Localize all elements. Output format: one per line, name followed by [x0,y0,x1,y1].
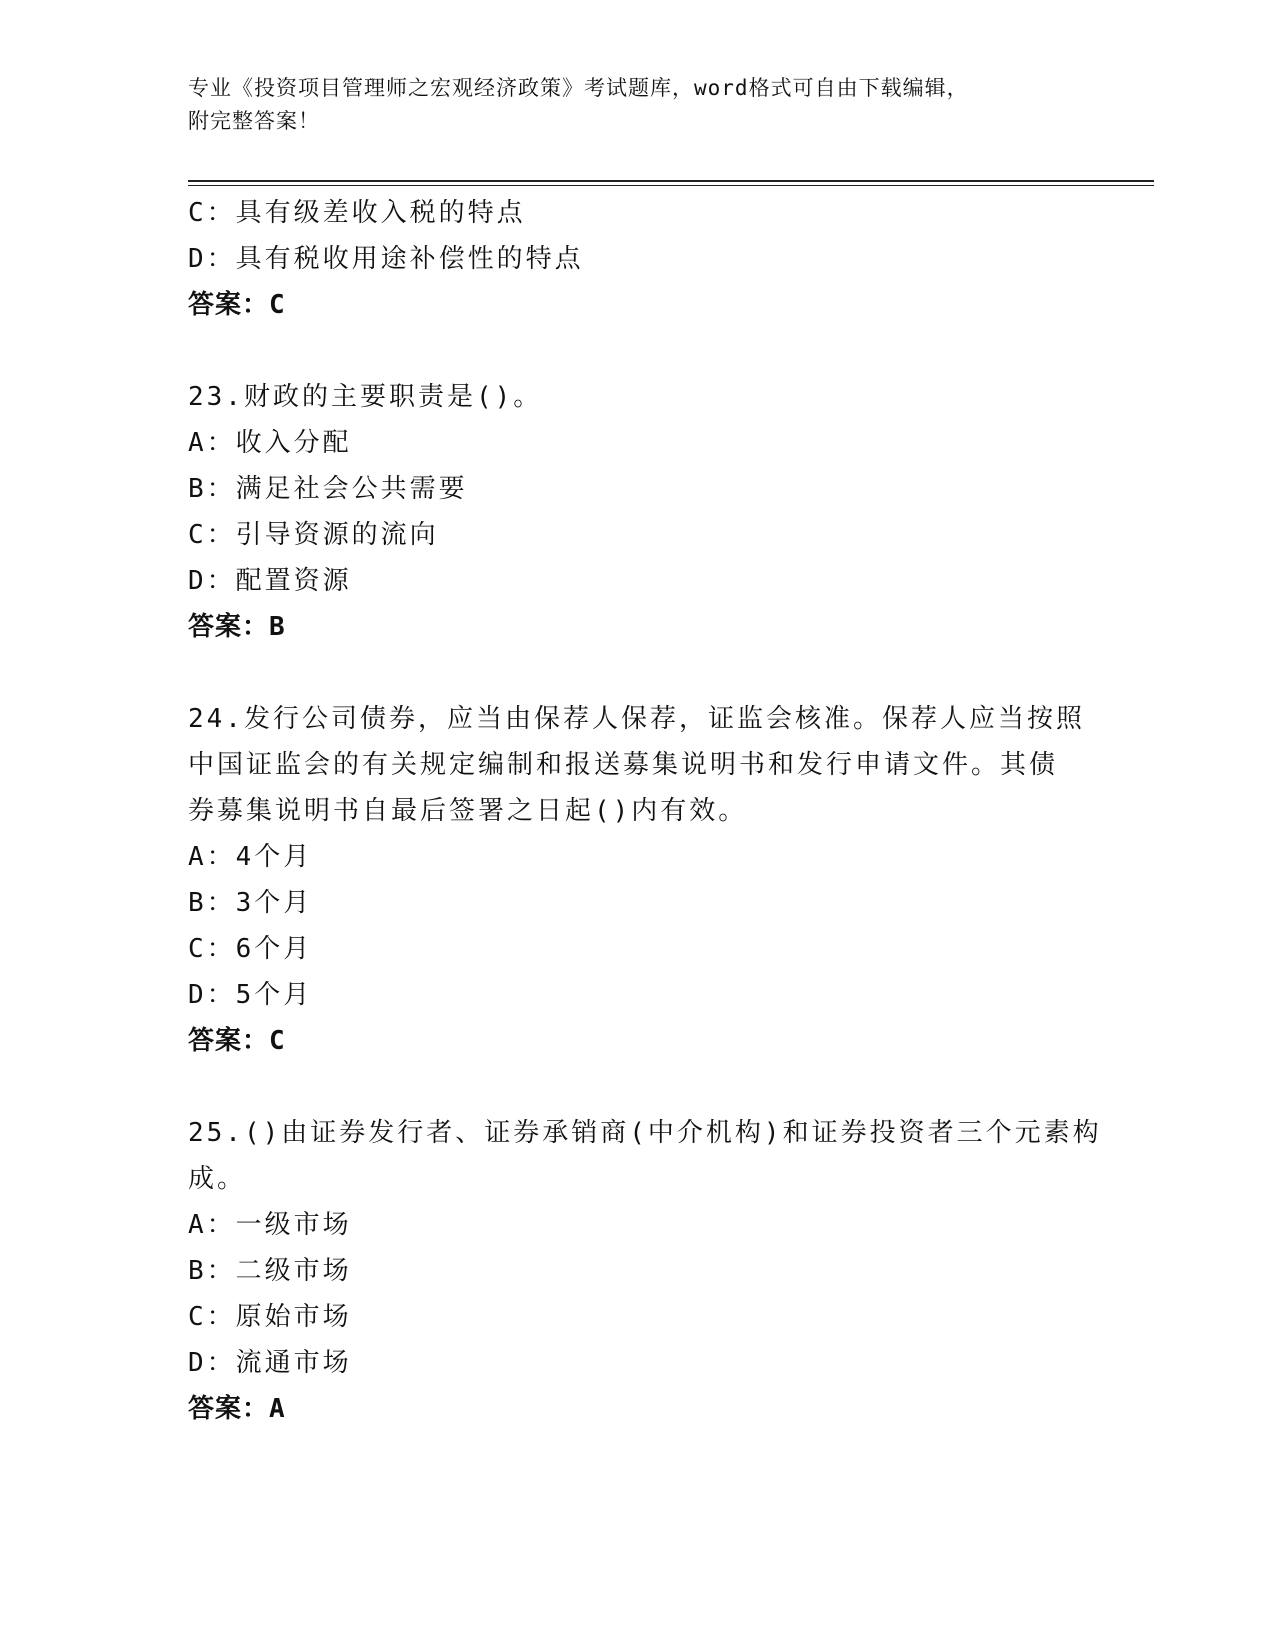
option-c: C：具有级差收入税的特点 [188,198,526,228]
option-d: D：5个月 [188,980,313,1010]
document-header [188,72,1088,138]
answer: 答案：A [188,1394,286,1424]
question-text: 25.()由证券发行者、证券承销商(中介机构)和证券投资者三个元素构 [188,1118,1102,1148]
option-d: D：具有税收用途补偿性的特点 [188,244,584,274]
answer: 答案：B [188,612,286,642]
question-list [188,190,1102,1432]
option-c: C：原始市场 [188,1302,352,1332]
option-c: C：引导资源的流向 [188,520,439,550]
answer: 答案：C [188,1026,286,1056]
question-text: 24.发行公司债券，应当由保荐人保荐，证监会核准。保荐人应当按照 [188,704,1085,734]
header-line-2: 附完整答案！ [188,109,320,133]
option-b: B：二级市场 [188,1256,352,1286]
option-a: A：一级市场 [188,1210,352,1240]
option-b: B：满足社会公共需要 [188,474,468,504]
option-c: C：6个月 [188,934,313,964]
option-a: A：4个月 [188,842,313,872]
option-a: A：收入分配 [188,428,352,458]
question-text: 券募集说明书自最后签署之日起()内有效。 [188,796,748,826]
header-divider-thin [188,185,1154,186]
header-line-1: 专业《投资项目管理师之宏观经济政策》考试题库，word格式可自由下载编辑， [188,76,969,100]
question-text: 中国证监会的有关规定编制和报送募集说明书和发行申请文件。其债 [188,750,1059,780]
question-23 [188,374,1088,650]
header-divider-thick [188,180,1154,182]
option-d: D：流通市场 [188,1348,352,1378]
question-24 [188,696,1088,1064]
question-25 [188,1110,1102,1432]
option-b: B：3个月 [188,888,313,918]
answer: 答案：C [188,290,286,320]
question-text: 23.财政的主要职责是()。 [188,382,543,412]
question-text: 成。 [188,1164,247,1194]
question-fragment [188,190,1088,328]
option-d: D：配置资源 [188,566,352,596]
